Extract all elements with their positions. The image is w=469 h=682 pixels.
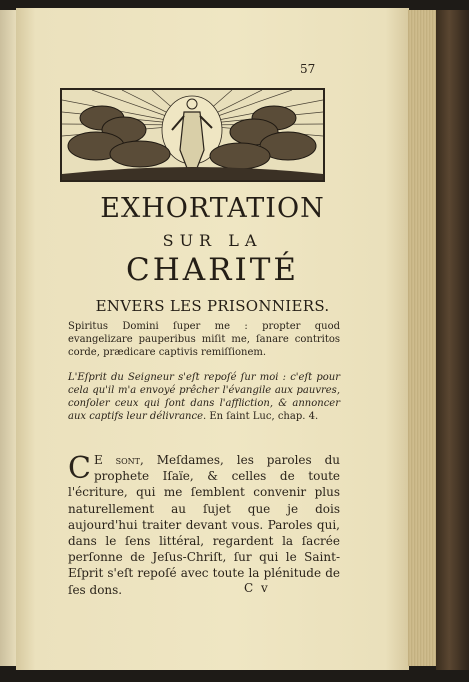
- title-envers-les-prisonniers: ENVERS LES PRISONNIERS.: [95, 297, 330, 315]
- drop-cap: C: [68, 451, 91, 486]
- latin-epigraph: Spiritus Domini ſuper me : propter quod evangelizare pauperibus miſit me, ſanare contritos corde, prædicare captivis remiſſionem.: [68, 321, 340, 358]
- body-first-word: E ſont: [93, 453, 141, 467]
- signature-mark: C v: [244, 581, 270, 595]
- french-epigraph: [68, 371, 340, 423]
- page-block-edges: [408, 10, 436, 666]
- body-text: , Meſdames, les paroles du prophete Iſaïe, & celles de toute l'écriture, qui me ſemblent convenir plus naturellement au ſujet que je dois aujourd'hui traiter devant vous. Paroles qui, dans le ſens littéral, regardent la ſacrée perſonne de Jeſus-Chriſt, ſur qui le Saint-Eſprit s'eſt repoſé avec toute la plénitude de ſes dons.: [68, 453, 340, 597]
- body-paragraph: [68, 452, 340, 598]
- title-sur-la: SUR LA: [162, 231, 263, 250]
- radiant-christ-icon: [62, 90, 323, 180]
- woodcut-vignette: [60, 88, 325, 182]
- book-cover: [436, 10, 469, 670]
- french-epigraph-text: L'Eſprit du Seigneur s'eſt repoſé ſur moi : c'eſt pour cela qu'il m'a envoyé prêcher l'évangile aux pauvres, conſoler ceux qui ſont dans l'affliction, & annoncer aux captifs leur délivrance.: [68, 372, 340, 422]
- french-citation: En ſaint Luc, chap. 4.: [209, 411, 319, 422]
- facing-page-edge: [0, 10, 16, 666]
- title-exhortation: EXHORTATION: [100, 193, 325, 224]
- title-charite: CHARITÉ: [125, 252, 300, 288]
- page-number: 57: [300, 62, 316, 76]
